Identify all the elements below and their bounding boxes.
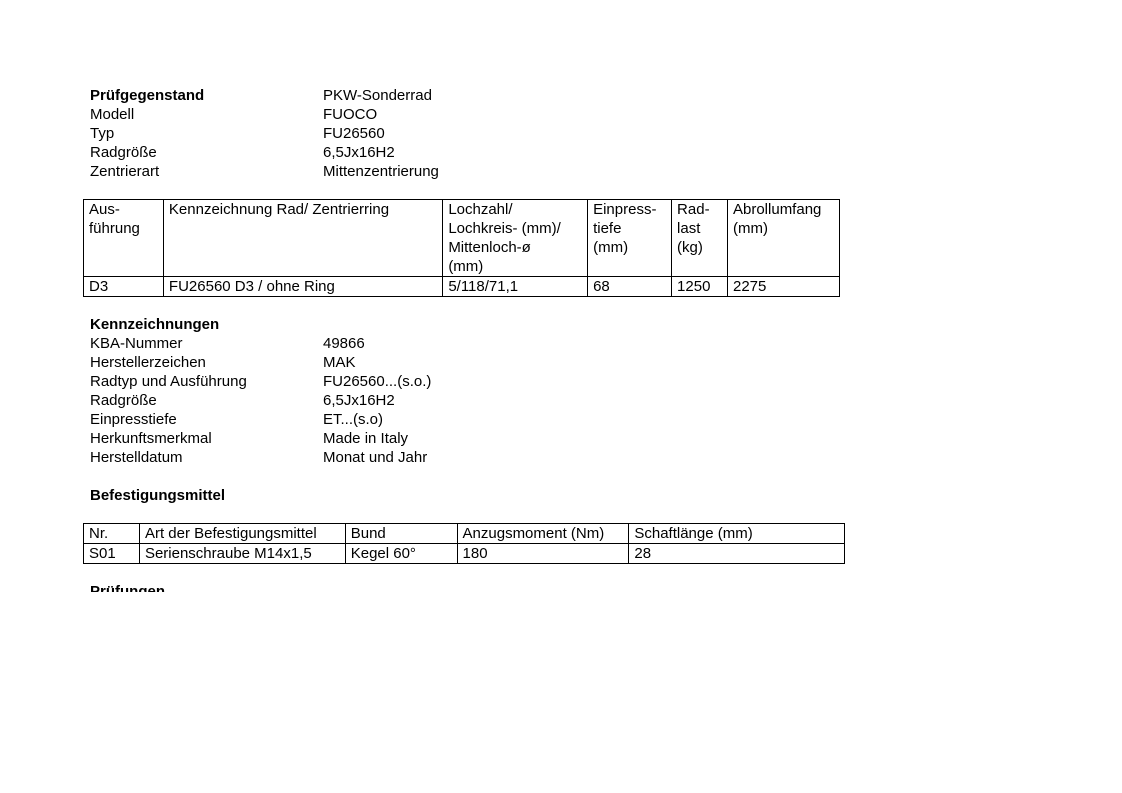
table-cell: 68 bbox=[588, 277, 672, 297]
table-cell: D3 bbox=[84, 277, 164, 297]
table-cell: S01 bbox=[84, 544, 140, 564]
marking-row bbox=[90, 334, 590, 353]
marking-row bbox=[90, 391, 590, 410]
object-label: Radgröße bbox=[90, 144, 157, 161]
marking-row bbox=[90, 372, 590, 391]
table-cell: 2275 bbox=[728, 277, 840, 297]
column-header: Abrollumfang (mm) bbox=[728, 200, 840, 277]
marking-label: KBA-Nummer bbox=[90, 335, 183, 352]
marking-value: Monat und Jahr bbox=[323, 449, 428, 466]
column-header: Aus- führung bbox=[84, 200, 164, 277]
column-header: Einpress- tiefe (mm) bbox=[588, 200, 672, 277]
table-row bbox=[84, 544, 845, 564]
column-header: Kennzeichnung Rad/ Zentrierring bbox=[163, 200, 442, 277]
marking-value: MAK bbox=[323, 354, 356, 371]
table-cell: 1250 bbox=[672, 277, 728, 297]
object-label: Typ bbox=[90, 125, 115, 142]
object-value: FUOCO bbox=[323, 106, 378, 123]
table-cell: 180 bbox=[457, 544, 629, 564]
marking-row bbox=[90, 448, 590, 467]
column-header: Bund bbox=[345, 524, 457, 544]
object-label: Zentrierart bbox=[90, 163, 160, 180]
column-header: Schaftlänge (mm) bbox=[629, 524, 845, 544]
object-row bbox=[90, 86, 590, 105]
table-header-row bbox=[84, 200, 840, 277]
marking-row bbox=[90, 353, 590, 372]
marking-label: Herkunftsmerkmal bbox=[90, 430, 212, 447]
column-header: Rad- last (kg) bbox=[672, 200, 728, 277]
marking-value: FU26560...(s.o.) bbox=[323, 373, 432, 390]
object-value: Mittenzentrierung bbox=[323, 163, 439, 180]
object-label: Modell bbox=[90, 106, 135, 123]
table-row bbox=[84, 277, 840, 297]
marking-label: Einpresstiefe bbox=[90, 411, 177, 428]
table-header-row bbox=[84, 524, 845, 544]
marking-label: Radgröße bbox=[90, 392, 157, 409]
marking-value: Made in Italy bbox=[323, 430, 409, 447]
object-row bbox=[90, 143, 590, 162]
object-row bbox=[90, 162, 590, 181]
table-cell: FU26560 D3 / ohne Ring bbox=[163, 277, 442, 297]
object-value: PKW-Sonderrad bbox=[323, 87, 432, 104]
marking-label: Radtyp und Ausführung bbox=[90, 373, 247, 390]
object-row bbox=[90, 105, 590, 124]
object-row bbox=[90, 124, 590, 143]
object-info bbox=[90, 86, 590, 181]
table-cell: Serienschraube M14x1,5 bbox=[139, 544, 345, 564]
fasteners-heading: Befestigungsmittel bbox=[90, 487, 226, 504]
marking-label: Herstelldatum bbox=[90, 449, 183, 466]
table-cell: 28 bbox=[629, 544, 845, 564]
marking-value: ET...(s.o) bbox=[323, 411, 384, 428]
marking-label: Herstellerzeichen bbox=[90, 354, 206, 371]
table-cell: 5/118/71,1 bbox=[443, 277, 588, 297]
object-label: Prüfgegenstand bbox=[90, 87, 205, 104]
column-header: Nr. bbox=[84, 524, 140, 544]
table-cell: Kegel 60° bbox=[345, 544, 457, 564]
markings-info bbox=[90, 334, 590, 467]
page-cutoff-mask bbox=[0, 592, 1122, 793]
marking-row bbox=[90, 429, 590, 448]
markings-heading: Kennzeichnungen bbox=[90, 316, 220, 333]
variants-table bbox=[83, 199, 840, 297]
column-header: Art der Befestigungsmittel bbox=[139, 524, 345, 544]
object-value: FU26560 bbox=[323, 125, 385, 142]
marking-row bbox=[90, 410, 590, 429]
column-header: Lochzahl/ Lochkreis- (mm)/ Mittenloch-ø (mm) bbox=[443, 200, 588, 277]
marking-value: 49866 bbox=[323, 335, 365, 352]
object-value: 6,5Jx16H2 bbox=[323, 144, 395, 161]
fasteners-table bbox=[83, 523, 845, 564]
column-header: Anzugsmoment (Nm) bbox=[457, 524, 629, 544]
marking-value: 6,5Jx16H2 bbox=[323, 392, 395, 409]
